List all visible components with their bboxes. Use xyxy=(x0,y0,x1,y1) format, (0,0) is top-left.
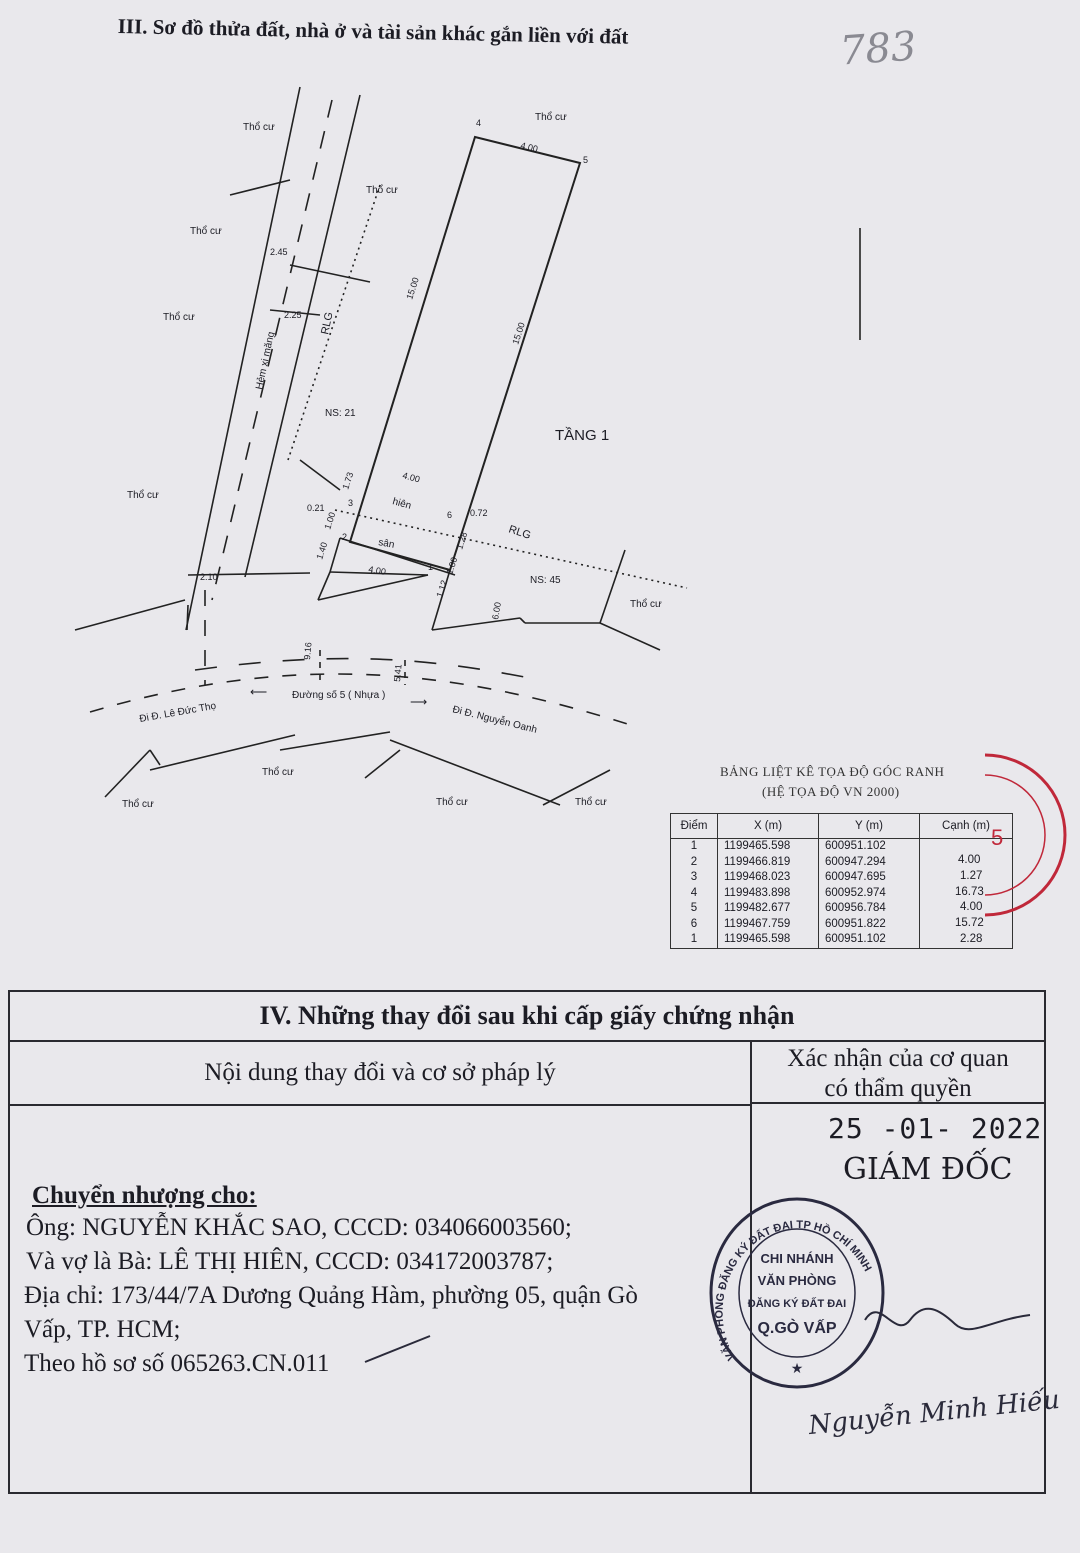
stamp-line-2: VĂN PHÒNG xyxy=(757,1273,837,1288)
stamp-ring-text: VĂN PHÒNG ĐĂNG KÝ ĐẤT ĐAI TP HỒ CHÍ MINH xyxy=(713,1219,874,1363)
coord-table-subtitle: (HỆ TỌA ĐỘ VN 2000) xyxy=(762,784,900,799)
label-rlg-1: RLG xyxy=(319,310,336,336)
section-4-title: IV. Những thay đổi sau khi cấp giấy chứng nhận xyxy=(10,992,1044,1042)
transfer-line-1: Ông: NGUYỄN KHẮC SAO, CCCD: 034066003560; xyxy=(26,1214,572,1241)
label-tang1: TẦNG 1 xyxy=(555,427,610,444)
edge-5-6: 15.72 xyxy=(955,917,984,929)
transfer-line-2: Và vợ là Bà: LÊ THỊ HIÊN, CCCD: 034172003787; xyxy=(26,1248,554,1275)
approval-date: 25 -01- 2022 xyxy=(828,1112,1043,1145)
col-canh: Cạnh (m) xyxy=(920,814,1013,839)
signature-scribble xyxy=(860,1290,1040,1350)
label-tho-cu-9: Thổ cư xyxy=(122,799,154,810)
label-tho-cu-10: Thổ cư xyxy=(436,797,468,808)
handwritten-number: 783 xyxy=(838,23,918,75)
dim-100: 1.00 xyxy=(322,510,338,531)
dim-600: 6.00 xyxy=(490,601,504,621)
label-hem: Hẻm xi măng xyxy=(254,330,278,391)
label-tho-cu-7: Thổ cư xyxy=(630,599,662,610)
label-tho-cu-6: Thổ cư xyxy=(127,490,159,501)
edge-3-4: 16.73 xyxy=(955,886,984,898)
label-tho-cu-8: Thổ cư xyxy=(262,767,294,778)
label-tho-cu-2: Thổ cư xyxy=(535,112,567,123)
label-tho-cu-1: Thổ cư xyxy=(243,122,275,133)
dim-021: 0.21 xyxy=(307,503,325,513)
edge-6-1: 2.28 xyxy=(960,933,983,945)
table-row: 1 1199465.598 600951.102 xyxy=(671,932,1013,948)
transfer-line-5: Theo hồ sơ số 065263.CN.011 xyxy=(24,1350,330,1377)
dim-left: 15.00 xyxy=(404,276,421,301)
land-plot-diagram xyxy=(0,60,1080,820)
point-1: 1 xyxy=(428,562,434,572)
pen-stroke xyxy=(360,1330,440,1370)
dim-072: 0.72 xyxy=(470,508,488,518)
stamp-line-4: Q.GÒ VẤP xyxy=(757,1320,837,1337)
dim-210: 2.10 xyxy=(200,572,218,582)
dim-245: 2.45 xyxy=(270,247,288,257)
label-road: Đường số 5 ( Nhựa ) xyxy=(292,690,386,701)
transfer-line-4: Vấp, TP. HCM; xyxy=(24,1316,181,1343)
partial-red-stamp xyxy=(985,745,1080,925)
column-header-content: Nội dung thay đổi và cơ sở pháp lý xyxy=(10,1042,752,1106)
edge-1-2: 4.00 xyxy=(958,854,981,866)
dim-400-mid: 4.00 xyxy=(401,470,422,485)
point-2: 2 xyxy=(342,532,348,542)
label-hien: hiên xyxy=(391,496,413,512)
transfer-line-3: Địa chỉ: 173/44/7A Dương Quảng Hàm, phường 05, quận Gò xyxy=(24,1282,638,1309)
section-3-title: III. Sơ đồ thửa đất, nhà ở và tài sản khác gắn liền với đất xyxy=(117,14,629,49)
label-tho-cu-4: Thổ cư xyxy=(190,226,222,237)
label-rlg-2: RLG xyxy=(507,523,533,542)
stamp-star-icon: ★ xyxy=(790,1362,804,1377)
label-tho-cu-11: Thổ cư xyxy=(575,797,607,808)
table-row: 5 1199482.677 600956.784 xyxy=(671,901,1013,917)
dim-112: 1.12 xyxy=(434,578,450,599)
dim-top: 4.00 xyxy=(519,140,539,155)
dim-right: 15.00 xyxy=(510,321,527,346)
table-row: 3 1199468.023 600947.695 xyxy=(671,870,1013,886)
authority-line-2: có thẩm quyền xyxy=(824,1075,972,1102)
svg-text:5: 5 xyxy=(991,825,1004,850)
point-5: 5 xyxy=(583,155,589,165)
table-row: 2 1199466.819 600947.294 xyxy=(671,855,1013,871)
label-to-nguyen-oanh: Đi Đ. Nguyễn Oanh xyxy=(451,704,539,736)
label-san: sân xyxy=(377,537,396,551)
dim-916: 9.16 xyxy=(302,641,314,661)
label-ns21: NS: 21 xyxy=(325,408,356,419)
dim-541: 5.41 xyxy=(392,663,404,683)
edge-2-3: 1.27 xyxy=(960,870,983,882)
signer-name: Nguyễn Minh Hiếu xyxy=(807,1384,1062,1442)
col-x: X (m) xyxy=(718,814,819,839)
col-diem: Điểm xyxy=(671,814,718,839)
stamp-line-1: CHI NHÁNH xyxy=(760,1251,834,1266)
transfer-heading: Chuyển nhượng cho: xyxy=(32,1182,257,1209)
approver-title: GIÁM ĐỐC xyxy=(843,1152,1013,1187)
dim-173: 1.73 xyxy=(340,470,356,491)
point-6: 6 xyxy=(447,510,453,520)
label-tho-cu-3: Thổ cư xyxy=(366,185,398,196)
dim-225: 2.25 xyxy=(284,310,302,320)
dim-400-bot: 4.00 xyxy=(367,564,387,578)
table-row: 4 1199483.898 600952.974 xyxy=(671,886,1013,902)
stamp-line-3: ĐĂNG KÝ ĐẤT ĐAI xyxy=(747,1298,847,1310)
arrow-right: ⟶ xyxy=(410,695,428,709)
authority-line-1: Xác nhận của cơ quan xyxy=(787,1045,1009,1072)
svg-text:VĂN PHÒNG ĐĂNG KÝ ĐẤT ĐAI TP H xyxy=(713,1219,874,1362)
col-y: Y (m) xyxy=(819,814,920,839)
point-4: 4 xyxy=(476,118,482,128)
coord-table-title: BẢNG LIỆT KÊ TỌA ĐỘ GÓC RANH xyxy=(720,764,945,779)
label-ns45: NS: 45 xyxy=(530,575,561,586)
table-row: 6 1199467.759 600951.822 xyxy=(671,917,1013,933)
point-3: 3 xyxy=(348,498,354,508)
arrow-left: ⟵ xyxy=(250,685,268,699)
column-header-authority xyxy=(752,1042,1044,1104)
table-row: 1 1199465.598 600951.102 xyxy=(671,839,1013,855)
label-to-le-duc-tho: Đi Đ. Lê Đức Thọ xyxy=(138,700,217,725)
dim-140: 1.40 xyxy=(314,540,330,561)
dim-100b: 1.00 xyxy=(444,555,460,576)
edge-4-5: 4.00 xyxy=(960,901,983,913)
label-tho-cu-5: Thổ cư xyxy=(163,312,195,323)
dim-128: 1.28 xyxy=(454,530,470,551)
